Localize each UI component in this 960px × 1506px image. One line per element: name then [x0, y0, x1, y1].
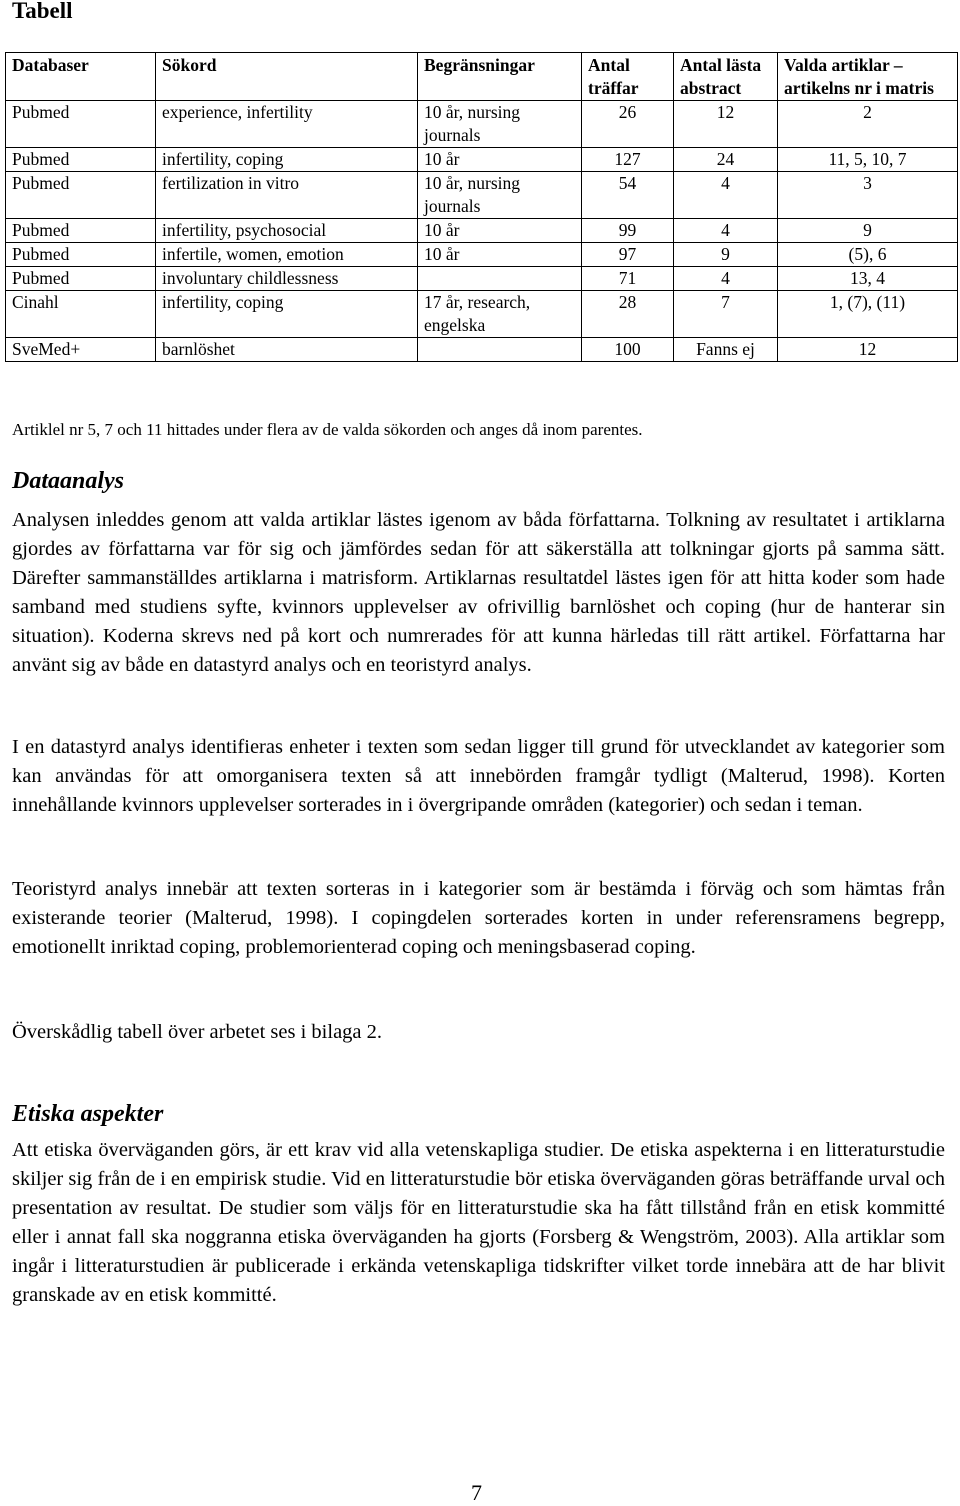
cell-database: Pubmed: [6, 101, 156, 148]
cell-keywords: infertility, coping: [156, 291, 418, 338]
cell-selected: 11, 5, 10, 7: [778, 148, 958, 172]
col-header-valda-artiklar: Valda artiklar – artikelns nr i matris: [778, 53, 958, 101]
cell-selected: 12: [778, 338, 958, 362]
cell-read: 12: [674, 101, 778, 148]
paragraph-dataanalys-2: I en datastyrd analys identifieras enheter i texten som sedan ligger till grund för utvecklandet av kategorier som kan användas för att omorganisera texten så att innebörden framgår tydligt (Malterud, 1998). Korten innehållande kvinnors upplevelser sorterades in i övergripande områden (kategorier) och sedan i teman.: [12, 736, 945, 816]
col-header-antal-lasta: Antal lästa abstract: [674, 53, 778, 101]
cell-read: Fanns ej: [674, 338, 778, 362]
cell-hits: 127: [582, 148, 674, 172]
cell-database: SveMed+: [6, 338, 156, 362]
table-row: [6, 148, 958, 172]
cell-hits: 26: [582, 101, 674, 148]
cell-keywords: involuntary childlessness: [156, 267, 418, 291]
cell-read: 4: [674, 219, 778, 243]
cell-limits: [418, 338, 582, 362]
cell-limits: 10 år, nursing journals: [418, 172, 582, 219]
cell-hits: 97: [582, 243, 674, 267]
cell-selected: 9: [778, 219, 958, 243]
cell-database: Pubmed: [6, 172, 156, 219]
cell-limits: 17 år, research, engelska: [418, 291, 582, 338]
cell-database: Pubmed: [6, 148, 156, 172]
cell-read: 9: [674, 243, 778, 267]
cell-limits: [418, 267, 582, 291]
cell-hits: 54: [582, 172, 674, 219]
cell-read: 24: [674, 148, 778, 172]
cell-limits: 10 år: [418, 148, 582, 172]
cell-keywords: experience, infertility: [156, 101, 418, 148]
cell-hits: 71: [582, 267, 674, 291]
cell-database: Pubmed: [6, 243, 156, 267]
paragraph-etiska-1: Att etiska överväganden görs, är ett krav vid alla vetenskapliga studier. De etiska aspekterna i en litteraturstudie skiljer sig från de i en empirisk studie. Vid en litteraturstudie bör etiska överväganden göras beträffande urval och presentation av resultat. De studier som väljs för en litteraturstudie ska ha fått tillstånd från en etisk kommitté eller i annat fall ska noggranna etiska överväganden ha gjorts (Forsberg & Wengström, 2003). Alla artiklar som ingår i litteraturstudien är publicerade i erkända vetenskapliga tidskrifter vilket torde innebära att de har blivit granskade av en etisk kommitté.: [12, 1139, 945, 1306]
table-row: [6, 172, 958, 219]
table-row: [6, 267, 958, 291]
cell-read: 7: [674, 291, 778, 338]
cell-selected: 3: [778, 172, 958, 219]
col-header-begransningar: Begränsningar: [418, 53, 582, 101]
cell-hits: 100: [582, 338, 674, 362]
page-number: 7: [471, 1480, 482, 1505]
cell-read: 4: [674, 267, 778, 291]
paragraph-dataanalys-3: Teoristyrd analys innebär att texten sorteras in i kategorier som är bestämda i förväg och som hämtas från existerande teorier (Malterud, 1998). I copingdelen sorterades korten in under referensramens begrepp, emotionellt inriktad coping, problemorienterad coping och meningsbaserad coping.: [12, 878, 945, 958]
col-header-sokord: Sökord: [156, 53, 418, 101]
cell-limits: 10 år: [418, 243, 582, 267]
cell-read: 4: [674, 172, 778, 219]
cell-database: Pubmed: [6, 267, 156, 291]
col-header-antal-traffar: Antal träffar: [582, 53, 674, 101]
table-row: [6, 219, 958, 243]
section-heading-etiska: Etiska aspekter: [12, 1101, 164, 1127]
cell-database: Pubmed: [6, 219, 156, 243]
search-table: [5, 52, 958, 362]
cell-selected: 1, (7), (11): [778, 291, 958, 338]
table-footnote: Artiklel nr 5, 7 och 11 hittades under flera av de valda sökorden och anges då inom parentes.: [12, 420, 643, 439]
table-row: [6, 338, 958, 362]
cell-database: Cinahl: [6, 291, 156, 338]
cell-limits: 10 år: [418, 219, 582, 243]
cell-hits: 99: [582, 219, 674, 243]
cell-keywords: infertility, coping: [156, 148, 418, 172]
cell-hits: 28: [582, 291, 674, 338]
table-header-row: [6, 53, 958, 101]
table-row: [6, 291, 958, 338]
table-row: [6, 101, 958, 148]
cell-selected: (5), 6: [778, 243, 958, 267]
paragraph-dataanalys-1: Analysen inleddes genom att valda artiklar lästes igenom av båda författarna. Tolkning av resultatet i artiklarna gjordes av författarna var för sig och jämfördes sedan för att säkerställa att tolkningar gjorts på samma sätt. Därefter sammanställdes artiklarna i matrisform. Artiklarnas resultatdel lästes igen för att hitta koder som hade samband med studiens syfte, kvinnors upplevelser av ofrivillig barnlöshet och coping (hur de hanterar sin situation). Koderna skrevs ned på kort och numrerades för att kunna härledas till rätt artikel. Författarna har använt sig av både en datastyrd analys och en teoristyrd analys.: [12, 509, 945, 676]
cell-keywords: fertilization in vitro: [156, 172, 418, 219]
cell-keywords: infertile, women, emotion: [156, 243, 418, 267]
cell-limits: 10 år, nursing journals: [418, 101, 582, 148]
cell-keywords: barnlöshet: [156, 338, 418, 362]
paragraph-dataanalys-4: Överskådlig tabell över arbetet ses i bilaga 2.: [12, 1021, 383, 1043]
table-row: [6, 243, 958, 267]
cell-selected: 13, 4: [778, 267, 958, 291]
cell-selected: 2: [778, 101, 958, 148]
cell-keywords: infertility, psychosocial: [156, 219, 418, 243]
table-title: Tabell: [12, 0, 73, 23]
col-header-databaser: Databaser: [6, 53, 156, 101]
section-heading-dataanalys: Dataanalys: [12, 468, 125, 494]
